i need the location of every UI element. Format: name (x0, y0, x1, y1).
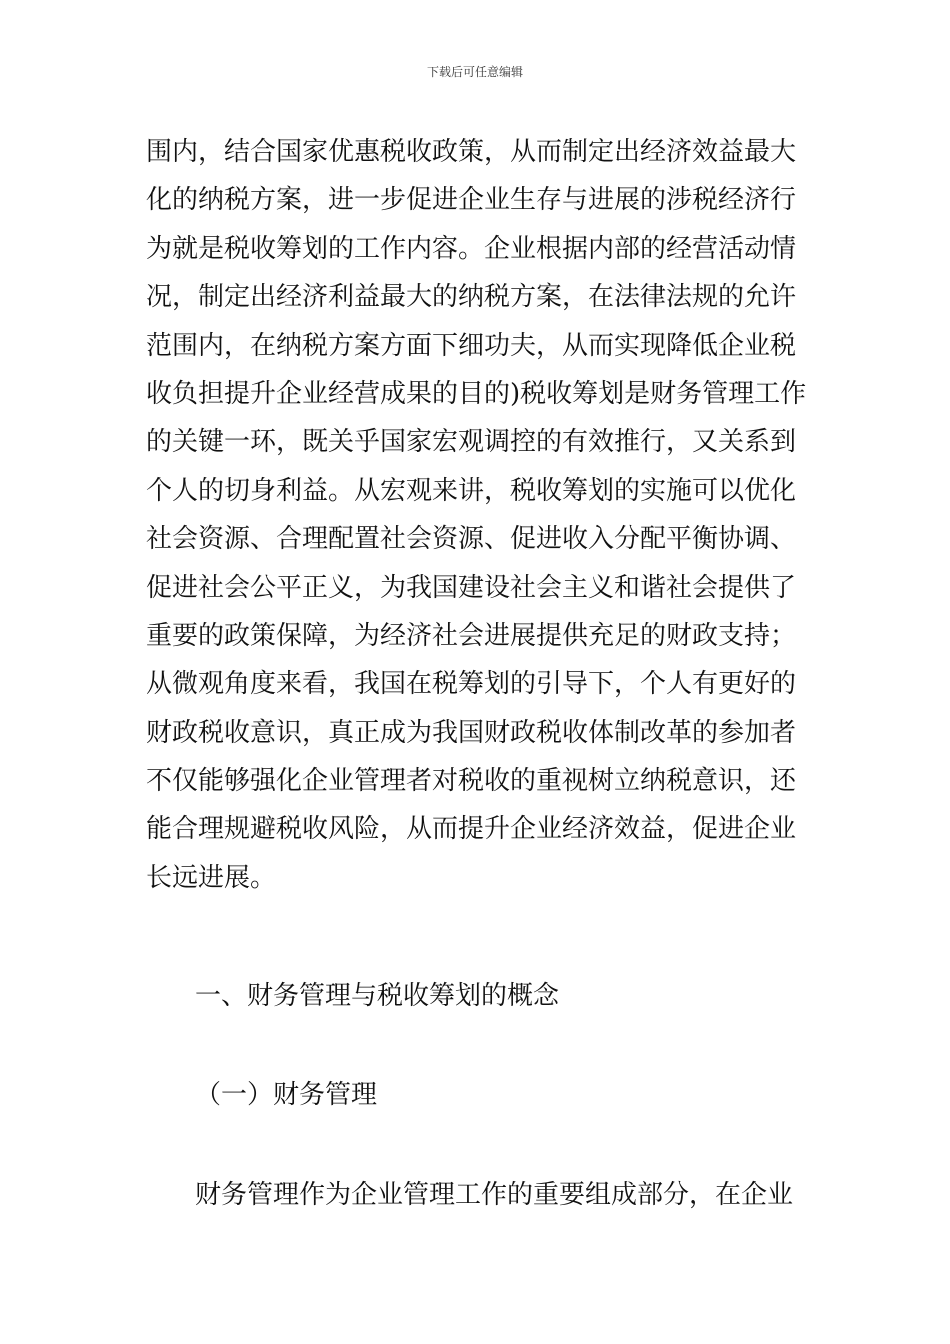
paragraph-2: 财务管理作为企业管理工作的重要组成部分，在企业 (195, 1180, 794, 1210)
paragraph-line: 社会资源、合理配置社会资源、促进收入分配平衡协调、 (146, 524, 797, 555)
section-heading: 一、财务管理与税收筹划的概念 (195, 981, 560, 1011)
paragraph-line: 从微观角度来看，我国在税筹划的引导下，个人有更好的 (146, 669, 797, 700)
paragraph-line: 的关键一环，既关乎国家宏观调控的有效推行，又关系到 (146, 427, 797, 458)
paragraph-line: 财政税收意识，真正成为我国财政税收体制改革的参加者 (146, 717, 797, 748)
subsection-heading: （一）财务管理 (195, 1080, 378, 1110)
paragraph-line: 况，制定出经济利益最大的纳税方案，在法律法规的允许 (146, 282, 797, 313)
paragraph-1 (146, 128, 810, 902)
paragraph-line: 能合理规避税收风险，从而提升企业经济效益，促进企业 (146, 814, 797, 845)
paragraph-line: 促进社会公平正义，为我国建设社会主义和谐社会提供了 (146, 572, 797, 603)
paragraph-line: 化的纳税方案，进一步促进企业生存与进展的涉税经济行 (146, 185, 797, 216)
paragraph-line: 围内，结合国家优惠税收政策，从而制定出经济效益最大 (146, 137, 797, 167)
paragraph-line: 重要的政策保障，为经济社会进展提供充足的财政支持； (146, 620, 797, 651)
paragraph-line: 为就是税收筹划的工作内容。企业根据内部的经营活动情 (146, 233, 797, 264)
paragraph-line: 个人的切身利益。从宏观来讲，税收筹划的实施可以优化 (146, 475, 797, 506)
paragraph-line: 长远进展。 (146, 862, 277, 893)
header-note: 下载后可任意编辑 (426, 65, 523, 79)
paragraph-line: 范围内，在纳税方案方面下细功夫，从而实现降低企业税 (146, 330, 797, 361)
paragraph-line: 收负担提升企业经营成果的目的)税收筹划是财务管理工作 (146, 378, 807, 409)
paragraph-line: 不仅能够强化企业管理者对税收的重视树立纳税意识，还 (146, 766, 797, 797)
